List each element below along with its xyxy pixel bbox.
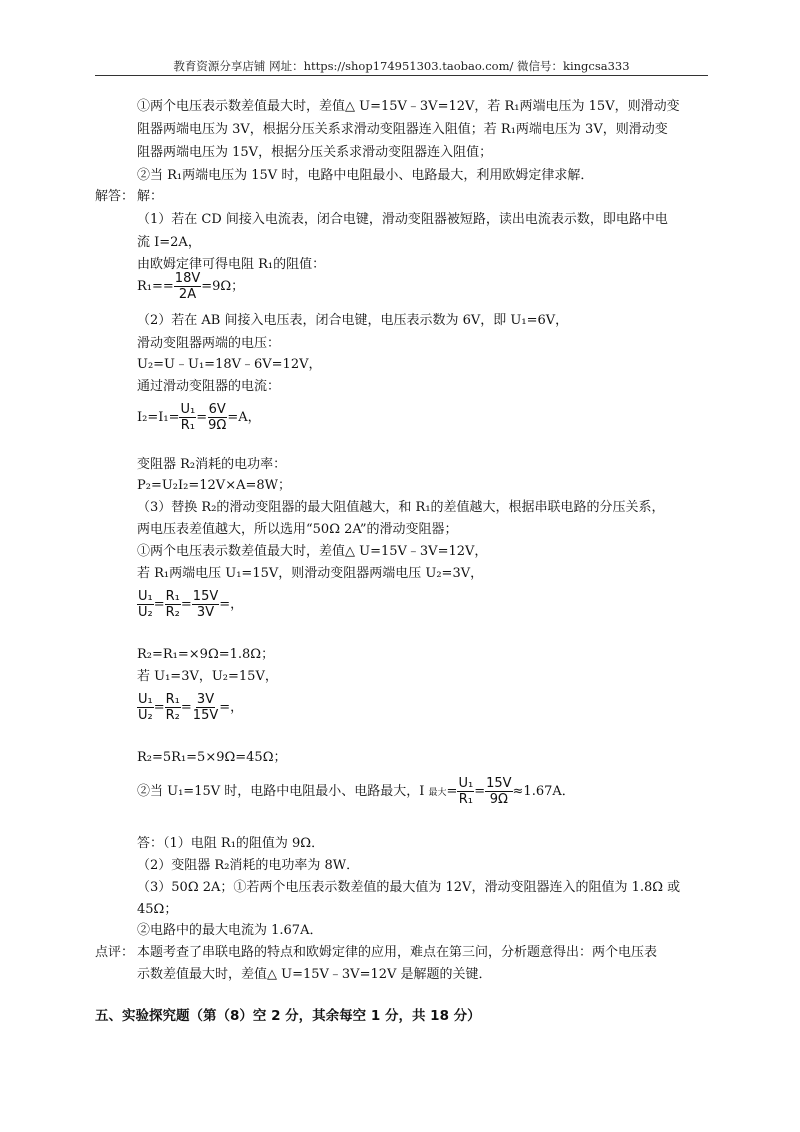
answer-line-4: 45Ω； (137, 902, 178, 917)
fraction-numerator: 3V (196, 692, 215, 707)
equals-sign: = (446, 784, 458, 799)
analysis-line-2: 阻器两端电压为 3V，根据分压关系求滑动变阻器连入阻值；若 R₁两端电压为 3V，则滑动变 (137, 122, 668, 137)
answer-line-5: ②电路中的最大电流为 1.67A． (137, 923, 323, 938)
analysis-line-1: ①两个电压表示数差值最大时，差值△ U=15V﹣3V=12V，若 R₁两端电压为 15V，则滑动变 (137, 99, 680, 114)
solution-p3b: 两电压表差值越大，所以选用“50Ω 2A”的滑动变阻器； (137, 522, 458, 537)
fraction-denominator: 9Ω (208, 418, 227, 433)
formula-imax-rhs: ≈1.67A． (512, 784, 575, 799)
formula-i2 (137, 403, 261, 432)
equals-sign: = (196, 410, 208, 425)
formula-i2-rhs: =A， (227, 410, 261, 425)
formula-rhs: =， (219, 597, 244, 612)
formula-i2-lhs: I₂=I₁= (137, 410, 180, 425)
formula-r1-lhs: R₁== (137, 279, 174, 294)
fraction (165, 590, 181, 619)
analysis-line-3: 阻器两端电压为 15V，根据分压关系求滑动变阻器连入阻值； (137, 145, 493, 160)
solution-p2a: （2）若在 AB 间接入电压表，闭合电键，电压表示数为 6V，即 U₁=6V， (137, 313, 569, 328)
fraction-numerator: 15V (192, 589, 219, 604)
subscript: 最大 (428, 788, 447, 798)
solution-p3c: ①两个电压表示数差值最大时，差值△ U=15V﹣3V=12V， (137, 544, 488, 559)
fraction-numerator: 18V (174, 271, 201, 286)
answer-line-3: （3）50Ω 2A；①若两个电压表示数差值的最大值为 12V，滑动变阻器连入的阻值为 1.8Ω 或 (137, 880, 681, 895)
solution-p3e: R₂=R₁=×9Ω=1.8Ω； (137, 647, 275, 662)
fraction-denominator: R₁ (458, 792, 473, 807)
fraction-numerator: 15V (486, 776, 512, 791)
header-rule (95, 75, 708, 76)
formula-imax-lhs: ②当 U₁=15V 时，电路中电阻最小、电路最大，I (137, 784, 429, 799)
solution-head: 解： (137, 189, 164, 204)
fraction-numerator: U₁ (458, 776, 474, 791)
formula-imax: ②当 U₁=15V 时，电路中电阻最小、电路最大，I 最大= $\frac{\text{U₁}}{\text{R₁}}$ = $\frac{15V}{9\Omega}$ ≈1.67A． (137, 776, 575, 807)
fraction-numerator: R₁ (165, 589, 180, 604)
fraction (137, 590, 154, 619)
comment-line-1: 本题考查了串联电路的特点和欧姆定律的应用，难点在第三问，分析题意得出：两个电压表 (137, 945, 658, 960)
solution-p1b: 流 I=2A， (137, 235, 201, 250)
answer-line-2: （2）变阻器 R₂消耗的电功率为 8W． (137, 858, 360, 873)
fraction (165, 693, 181, 722)
fraction (207, 403, 227, 432)
fraction-numerator: R₁ (165, 692, 180, 707)
solution-p1a: （1）若在 CD 间接入电流表，闭合电键，滑动变阻器被短路，读出电流表示数，即电路中电 (137, 212, 668, 227)
fraction-denominator: 15V (192, 708, 219, 723)
solution-p3g: R₂=5R₁=5×9Ω=45Ω； (137, 750, 287, 765)
fraction-numerator: U₁ (138, 589, 153, 604)
section-5-title: 五、实验探究题（第（8）空 2 分，其余每空 1 分，共 18 分） (95, 1008, 481, 1024)
solution-p2d: 通过滑动变阻器的电流： (137, 379, 281, 394)
fraction-denominator: U₂ (138, 708, 153, 723)
fraction-denominator: R₁ (180, 418, 195, 433)
comment-line-2: 示数差值最大时，差值△ U=15V﹣3V=12V 是解题的关键． (137, 967, 492, 982)
fraction-denominator: R₂ (165, 605, 180, 620)
solution-p2f: P₂=U₂I₂=12V×A=8W； (137, 478, 291, 493)
solution-p3a: （3）替换 R₂的滑动变阻器的最大阻值越大，和 R₁的差值越大，根据串联电路的分压关系， (137, 500, 665, 515)
solution-p1c: 由欧姆定律可得电阻 R₁的阻值： (137, 257, 326, 272)
fraction (174, 272, 201, 301)
page-header: 教育资源分享店铺 网址：https://shop174951303.taobao.com/ 微信号：kingcsa333 (173, 59, 630, 73)
formula-r1-rhs: =9Ω； (201, 279, 245, 294)
solution-p2e: 变阻器 R₂消耗的电功率： (137, 457, 287, 472)
analysis-line-4: ②当 R₁两端电压为 15V 时，电路中电阻最小、电路最大，利用欧姆定律求解． (137, 168, 594, 183)
fraction (457, 777, 474, 806)
formula-rhs: =， (219, 700, 244, 715)
solution-p3f: 若 U₁=3V，U₂=15V， (137, 669, 278, 684)
fraction (192, 590, 219, 619)
fraction (137, 693, 154, 722)
formula-r1 (137, 272, 244, 301)
fraction-denominator: U₂ (138, 605, 153, 620)
fraction-denominator: 2A (178, 287, 197, 302)
fraction-numerator: 6V (208, 402, 226, 417)
fraction (179, 403, 196, 432)
fraction-denominator: 3V (196, 605, 215, 620)
solution-p3d: 若 R₁两端电压 U₁=15V，则滑动变阻器两端电压 U₂=3V， (137, 566, 484, 581)
fraction (485, 777, 512, 806)
formula-ratio-1: $\frac{\text{U₁}}{\text{U₂}}$ = $\frac{\text{R₁}}{\text{R₂}}$ = $\frac{15V}{3V}$ =， (138, 589, 244, 620)
fraction-denominator: 9Ω (489, 792, 508, 807)
comment-tag: 点评： (95, 945, 135, 960)
solution-p2b: 滑动变阻器两端的电压： (137, 336, 281, 351)
fraction-denominator: R₂ (165, 708, 180, 723)
fraction (192, 693, 219, 722)
formula-ratio-2: $\frac{\text{U₁}}{\text{U₂}}$ = $\frac{\text{R₁}}{\text{R₂}}$ = $\frac{3V}{15V}$ =， (138, 692, 244, 723)
fraction-numerator: U₁ (180, 402, 196, 417)
solution-tag: 解答： (95, 189, 135, 204)
answer-line-1: 答：（1）电阻 R₁的阻值为 9Ω． (137, 836, 325, 851)
solution-p2c: U₂=U﹣U₁=18V﹣6V=12V， (137, 357, 322, 372)
fraction-numerator: U₁ (138, 692, 153, 707)
